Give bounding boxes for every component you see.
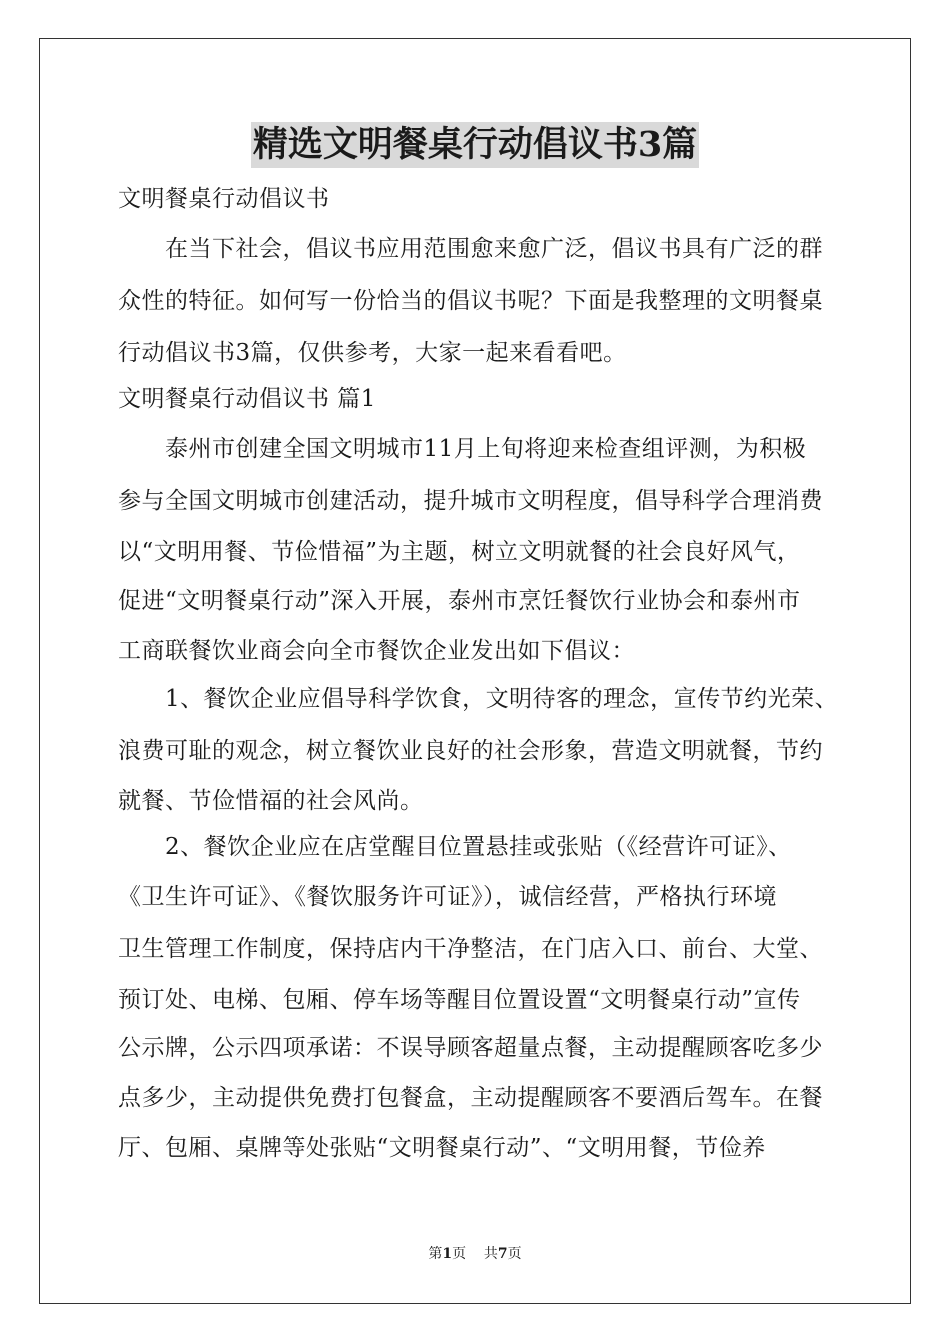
body-line: 以“文明用餐、节俭惜福”为主题，树立文明就餐的社会良好风气，	[118, 539, 801, 565]
body-line: 厅、包厢、桌牌等处张贴“文明餐桌行动”、“文明用餐，节俭养	[118, 1135, 766, 1161]
page-footer	[0, 1245, 950, 1263]
body-line: 就餐、节俭惜福的社会风尚。	[118, 788, 424, 814]
body-line: 工商联餐饮业商会向全市餐饮企业发出如下倡议：	[118, 638, 635, 664]
body-line: 参与全国文明城市创建活动，提升城市文明程度，倡导科学合理消费	[118, 488, 823, 514]
body-line: 在当下社会，倡议书应用范围愈来愈广泛，倡议书具有广泛的群	[118, 236, 823, 262]
body-line: 1、餐饮企业应倡导科学饮食，文明待客的理念，宣传节约光荣、	[118, 686, 839, 712]
body-line: 公示牌，公示四项承诺：不误导顾客超量点餐，主动提醒顾客吃多少	[118, 1035, 823, 1061]
total-suffix: 页	[507, 1246, 522, 1262]
total-prefix: 共	[483, 1246, 498, 1262]
page-suffix: 页	[452, 1246, 467, 1262]
body-line: 促进“文明餐桌行动”深入开展，泰州市烹饪餐饮行业协会和泰州市	[118, 588, 801, 614]
body-line: 行动倡议书3篇，仅供参考，大家一起来看看吧。	[118, 340, 627, 366]
document-title: 精选文明餐桌行动倡议书3篇	[251, 122, 699, 168]
page-prefix: 第	[428, 1246, 443, 1262]
body-line: 点多少，主动提供免费打包餐盒，主动提醒顾客不要酒后驾车。在餐	[118, 1085, 823, 1111]
body-line: 众性的特征。如何写一份恰当的倡议书呢？下面是我整理的文明餐桌	[118, 288, 823, 314]
body-line: 预订处、电梯、包厢、停车场等醒目位置设置“文明餐桌行动”宣传	[118, 987, 801, 1013]
body-line: 卫生管理工作制度，保持店内干净整洁，在门店入口、前台、大堂、	[118, 936, 823, 962]
body-line: 《卫生许可证》、《餐饮服务许可证》），诚信经营，严格执行环境	[118, 884, 777, 910]
section-heading: 文明餐桌行动倡议书	[118, 186, 330, 212]
page-number: 1	[442, 1246, 453, 1262]
body-line: 浪费可耻的观念，树立餐饮业良好的社会形象，营造文明就餐，节约	[118, 738, 823, 764]
total-pages: 7	[497, 1246, 508, 1262]
body-line: 2、餐饮企业应在店堂醒目位置悬挂或张贴（《经营许可证》、	[118, 834, 792, 860]
page-border	[39, 38, 911, 1304]
body-line: 泰州市创建全国文明城市11月上旬将迎来检查组评测，为积极	[118, 436, 807, 462]
title-container	[0, 122, 950, 168]
section-heading: 文明餐桌行动倡议书 篇1	[118, 386, 376, 412]
